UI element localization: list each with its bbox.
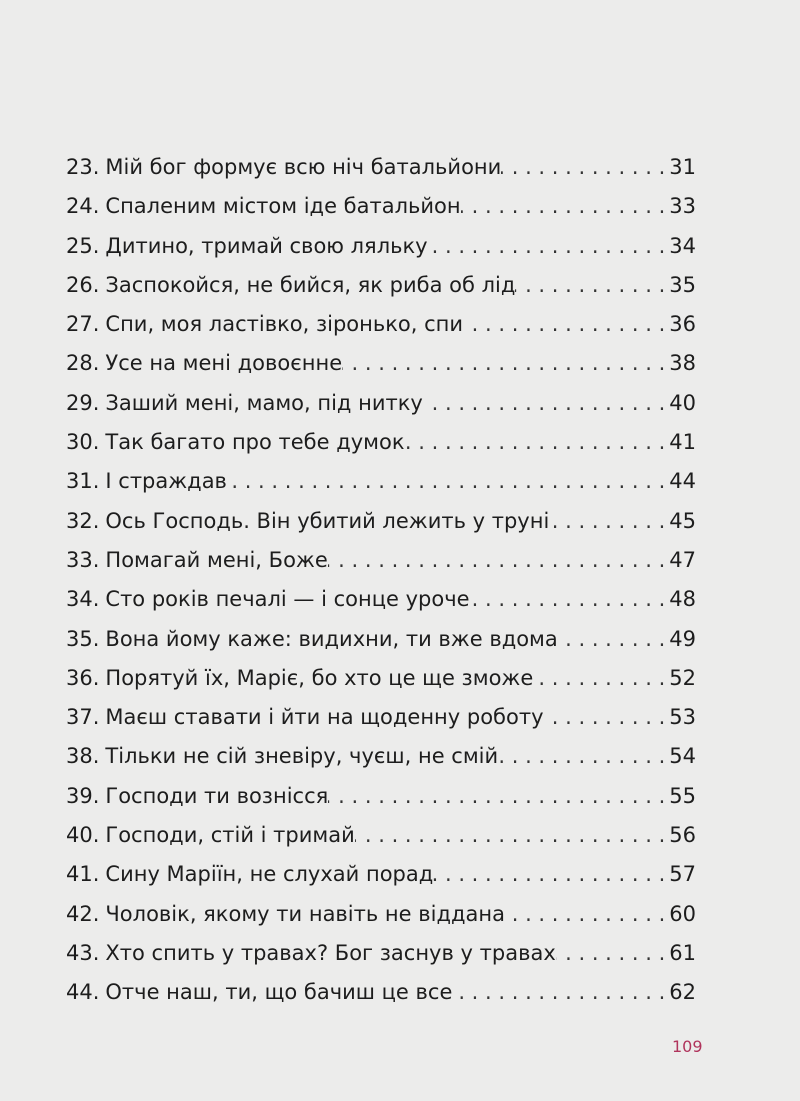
entry-page-number: 49 [669,626,696,651]
entry-number: 26. [66,272,100,297]
entry-title: Отче наш, ти, що бачиш це все [105,980,453,1005]
dot-leader [549,502,669,541]
entry-number: 39. [66,783,100,808]
entry-title: Господи ти вознісся [105,783,329,808]
toc-entry[interactable] [66,423,696,462]
entry-title: Тільки не сій зневіру, чуєш, не смій [105,744,499,769]
dot-leader [533,659,669,698]
toc-entry[interactable] [66,737,696,776]
entry-number: 32. [66,508,100,533]
entry-title: Заший мені, мамо, під нитку [105,390,423,415]
entry-number: 42. [66,901,100,926]
dot-leader [461,187,670,226]
entry-title: Хто спить у травах? Бог заснув у травах [105,940,556,965]
toc-entry[interactable] [66,659,696,698]
toc-entry[interactable] [66,620,696,659]
toc-entry[interactable] [66,855,696,894]
entry-page-number: 62 [669,980,696,1005]
toc-entry[interactable] [66,895,696,934]
toc-entry[interactable] [66,344,696,383]
entry-page-number: 34 [669,233,696,258]
toc-entry[interactable] [66,266,696,305]
toc-entry[interactable] [66,384,696,423]
entry-number: 35. [66,626,100,651]
dot-leader [433,855,669,894]
entry-page-number: 47 [669,547,696,572]
entry-page-number: 33 [669,194,696,219]
entry-title: Чоловік, якому ти навіть не віддана [105,901,505,926]
entry-title: Дитино, тримай свою ляльку [105,233,428,258]
entry-number: 29. [66,390,100,415]
dot-leader [328,541,670,580]
entry-number: 36. [66,665,100,690]
entry-number: 41. [66,862,100,887]
entry-page-number: 52 [669,665,696,690]
entry-number: 24. [66,194,100,219]
dot-leader [428,227,670,266]
entry-number: 27. [66,312,100,337]
entry-title: Порятуй їх, Маріє, бо хто це ще зможе [105,665,534,690]
toc-entry[interactable] [66,187,696,226]
entry-title: І страждав [105,469,227,494]
dot-leader [501,148,669,187]
dot-leader [544,698,670,737]
entry-title: Ось Господь. Він убитий лежить у труні [105,508,550,533]
toc-entry[interactable] [66,973,696,1012]
entry-number: 23. [66,155,100,179]
dot-leader [328,777,669,816]
toc-entry[interactable] [66,698,696,737]
dot-leader [227,462,669,501]
entry-page-number: 53 [669,705,696,730]
entry-number: 33. [66,547,100,572]
toc-entry[interactable] [66,462,696,501]
entry-page-number: 48 [669,587,696,612]
entry-page-number: 55 [669,783,696,808]
entry-title: Сину Маріїн, не слухай порад [105,862,434,887]
entry-page-number: 57 [669,862,696,887]
entry-title: Помагай мені, Боже [105,547,328,572]
toc-entry[interactable] [66,580,696,619]
entry-title: Усе на мені довоєнне [105,351,343,376]
entry-title: Господи, стій і тримай [105,823,355,848]
dot-leader [423,384,669,423]
entry-number: 40. [66,823,100,848]
entry-page-number: 31 [669,155,696,179]
entry-number: 28. [66,351,100,376]
entry-number: 44. [66,980,100,1005]
table-of-contents [66,148,696,1013]
entry-page-number: 36 [669,312,696,337]
dot-leader [505,895,669,934]
dot-leader [558,620,669,659]
toc-entry[interactable] [66,541,696,580]
entry-title: Так багато про тебе думок [105,430,405,455]
toc-entry[interactable] [66,227,696,266]
entry-page-number: 54 [669,744,696,769]
entry-number: 34. [66,587,100,612]
entry-page-number: 35 [669,272,696,297]
entry-number: 38. [66,744,100,769]
entry-page-number: 60 [669,901,696,926]
dot-leader [355,816,670,855]
entry-page-number: 61 [669,940,696,965]
entry-number: 25. [66,233,100,258]
entry-number: 37. [66,705,100,730]
entry-title: Вона йому каже: видихни, ти вже вдома [105,626,558,651]
entry-title: Спи, моя ластівко, зіронько, спи [105,312,464,337]
entry-title: Сто років печалі — і сонце уроче [105,587,470,612]
toc-entry[interactable] [66,305,696,344]
entry-title: Мій бог формує всю ніч батальйони [105,155,502,179]
entry-page-number: 45 [669,508,696,533]
entry-page-number: 44 [669,469,696,494]
toc-entry[interactable] [66,816,696,855]
entry-number: 31. [66,469,100,494]
entry-title: Заспокойся, не бийся, як риба об лід [105,272,516,297]
dot-leader [515,266,669,305]
entry-page-number: 41 [669,430,696,455]
entry-page-number: 38 [669,351,696,376]
dot-leader [498,737,669,776]
toc-entry[interactable] [66,502,696,541]
dot-leader [405,423,670,462]
entry-number: 30. [66,430,100,455]
dot-leader [452,973,669,1012]
toc-entry[interactable] [66,934,696,973]
page-number: 109 [672,1037,703,1056]
dot-leader [556,934,670,973]
dot-leader [470,580,670,619]
dot-leader [463,305,669,344]
toc-entry[interactable] [66,148,696,187]
entry-page-number: 56 [669,823,696,848]
entry-title: Маєш ставати і йти на щоденну роботу [105,705,544,730]
toc-entry[interactable] [66,777,696,816]
entry-page-number: 40 [669,390,696,415]
entry-title: Спаленим містом іде батальйон [105,194,461,219]
entry-number: 43. [66,940,100,965]
dot-leader [342,344,669,383]
